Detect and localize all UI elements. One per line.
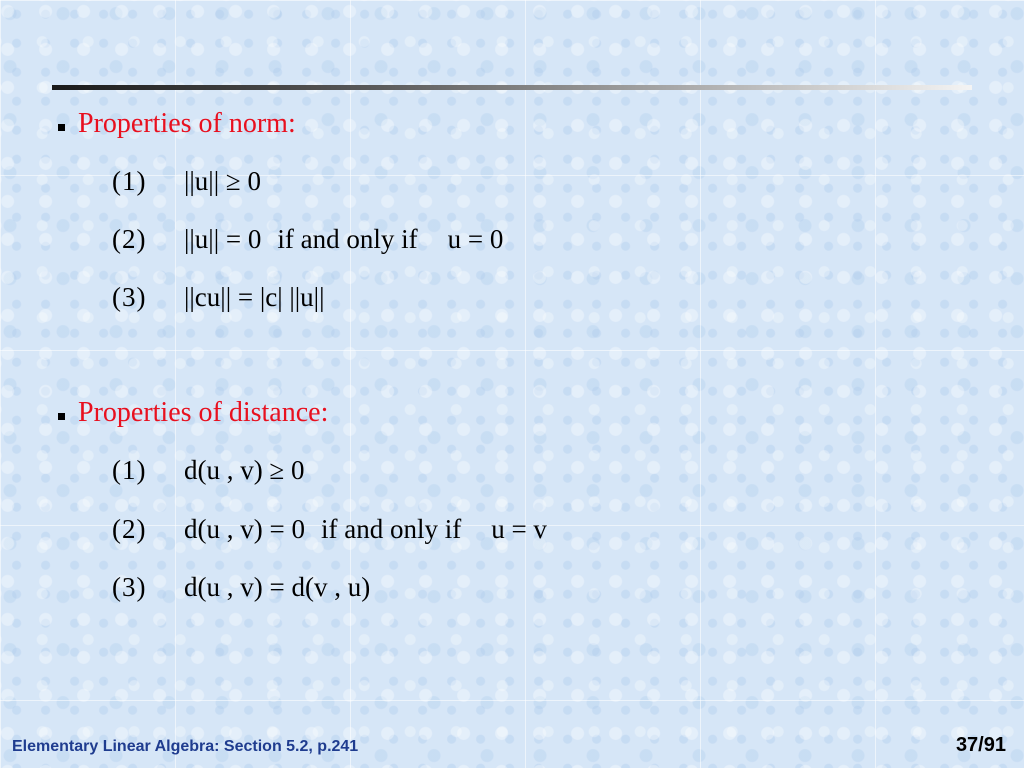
norm-property-3 — [112, 282, 325, 313]
norm-formula-1: ||u|| ≥ 0 — [184, 166, 261, 196]
norm-formula-2: ||u|| = 0 — [184, 224, 262, 254]
distance-formula-3: d(u , v) = d(v , u) — [184, 572, 371, 602]
bullet-square-icon — [58, 124, 65, 131]
condition-text: if and only if — [320, 514, 462, 544]
item-number: (1) — [112, 166, 147, 196]
bullet-norm — [58, 108, 296, 140]
distance-formula-1: d(u , v) ≥ 0 — [184, 455, 305, 485]
item-number: (1) — [112, 455, 147, 485]
distance-formula-2-rhs: u = v — [491, 514, 547, 544]
norm-formula-2-rhs: u = 0 — [447, 224, 504, 254]
condition-text: if and only if — [277, 224, 418, 254]
distance-property-3 — [112, 572, 370, 603]
distance-formula-2: d(u , v) = 0 — [184, 514, 305, 544]
item-number: (2) — [112, 514, 147, 544]
title-rule — [52, 85, 972, 90]
item-number: (3) — [112, 282, 147, 312]
norm-formula-3: ||cu|| = |c| ||u|| — [184, 282, 325, 312]
norm-property-2 — [112, 224, 503, 255]
bullet-distance — [58, 397, 328, 429]
item-number: (3) — [112, 572, 147, 602]
bullet-square-icon — [58, 413, 65, 420]
footer-source: Elementary Linear Algebra: Section 5.2, p.241 — [12, 738, 359, 755]
heading-norm: Properties of norm: — [78, 108, 296, 139]
item-number: (2) — [112, 224, 147, 254]
page-number: 37/91 — [955, 734, 1006, 756]
distance-property-1 — [112, 455, 305, 486]
heading-distance: Properties of distance: — [78, 397, 329, 428]
norm-property-1 — [112, 166, 261, 197]
distance-property-2 — [112, 514, 547, 545]
